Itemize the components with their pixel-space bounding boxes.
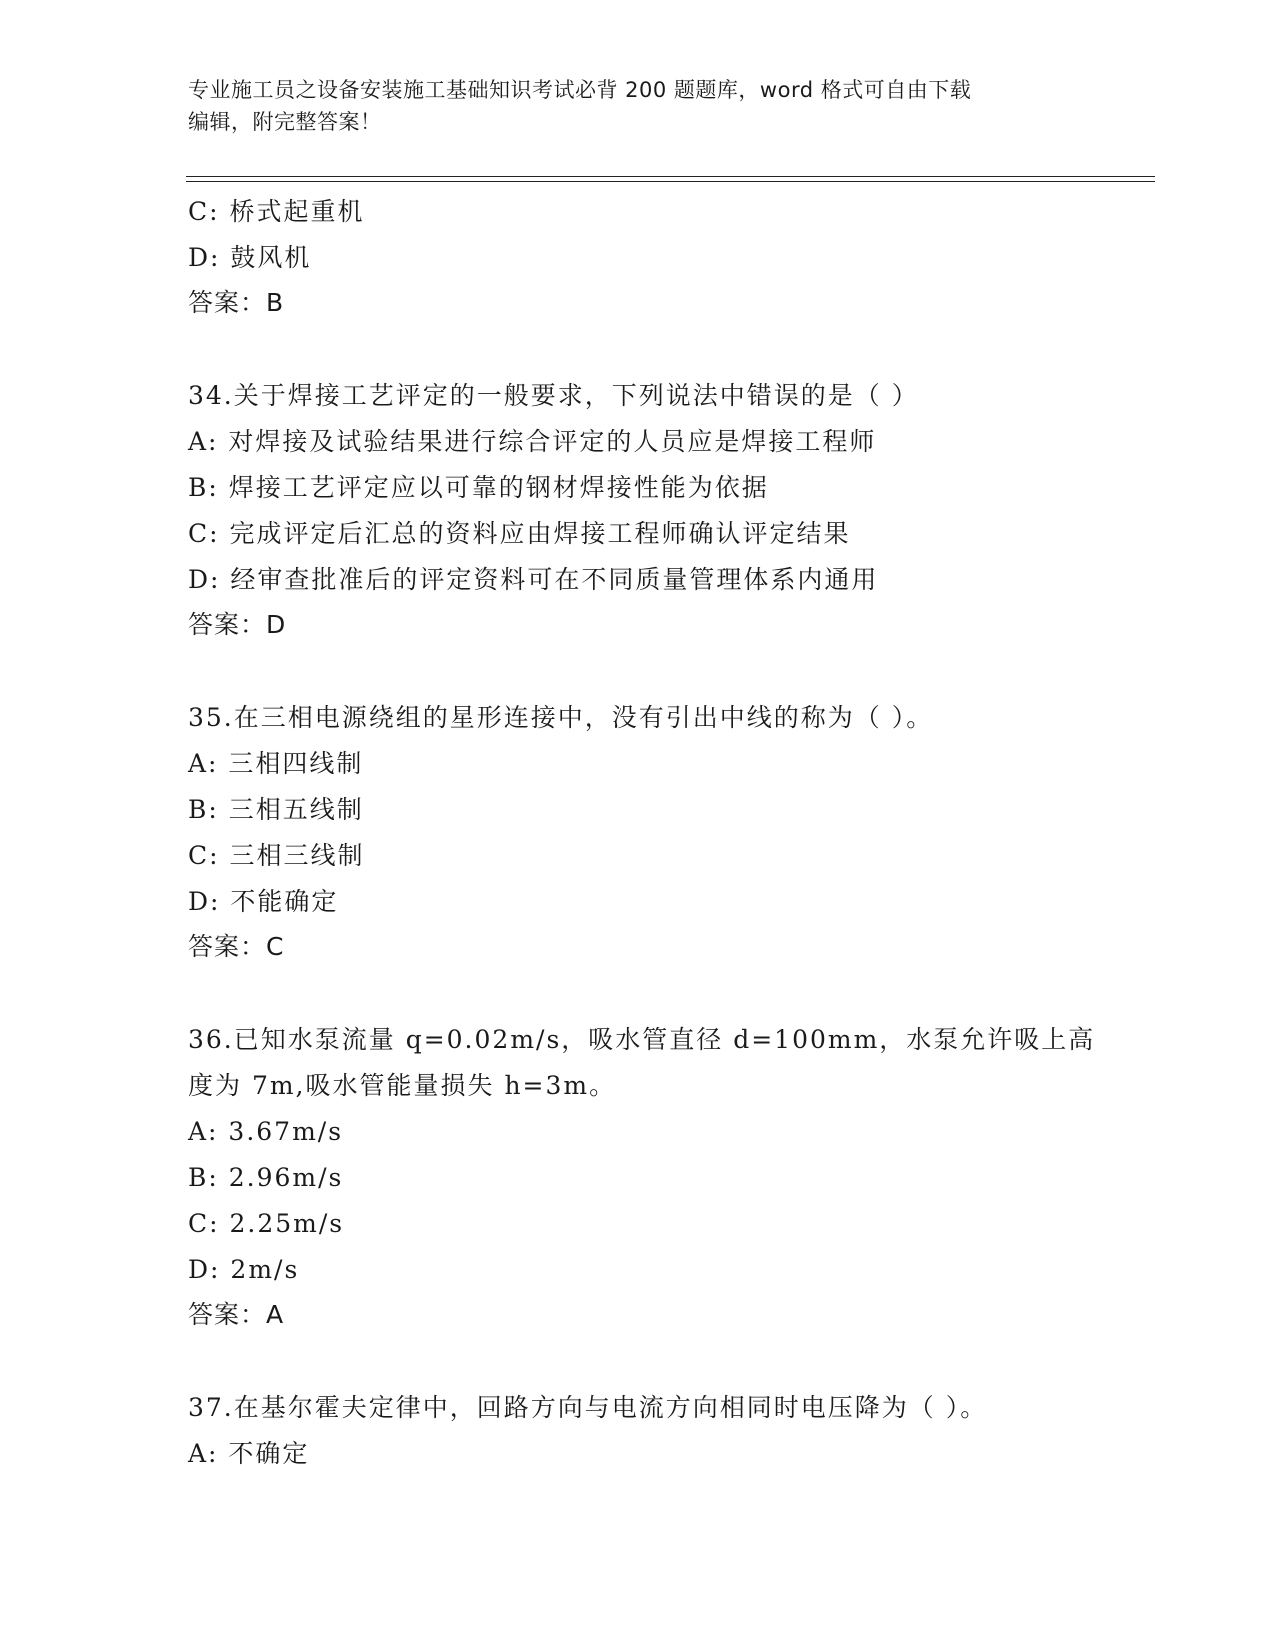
option-c: C: 三相三线制 <box>188 841 365 870</box>
question-36 <box>188 1017 1108 1337</box>
answer: 答案：D <box>188 610 287 639</box>
option-b: B: 三相五线制 <box>188 795 364 824</box>
option-c: C: 完成评定后汇总的资料应由焊接工程师确认评定结果 <box>188 519 851 548</box>
question-stem: 37.在基尔霍夫定律中，回路方向与电流方向相同时电压降为（ ）。 <box>188 1393 988 1422</box>
spacer <box>188 1337 1108 1385</box>
header-rule-bottom <box>186 181 1155 182</box>
header-line-1: 专业施工员之设备安装施工基础知识考试必背 200 题题库，word 格式可自由下载 <box>188 78 972 102</box>
option-b: B: 2.96m/s <box>188 1163 344 1192</box>
spacer <box>188 325 1108 373</box>
document-header <box>188 74 1088 138</box>
option-a: A: 不确定 <box>188 1439 310 1468</box>
question-35 <box>188 695 1108 969</box>
option-a: A: 三相四线制 <box>188 749 364 778</box>
question-37 <box>188 1385 1108 1477</box>
header-line-2: 编辑，附完整答案！ <box>188 110 382 134</box>
question-stem-line-1: 36.已知水泵流量 q=0.02m/s，吸水管直径 d=100mm，水泵允许吸上高 <box>188 1025 1096 1054</box>
answer: 答案：C <box>188 932 285 961</box>
option-a: A: 对焊接及试验结果进行综合评定的人员应是焊接工程师 <box>188 427 877 456</box>
option-d: D: 经审查批准后的评定资料可在不同质量管理体系内通用 <box>188 565 879 594</box>
option-d: D: 2m/s <box>188 1255 300 1284</box>
option-d: D: 不能确定 <box>188 887 339 916</box>
option-d: D: 鼓风机 <box>188 243 312 272</box>
question-stem: 35.在三相电源绕组的星形连接中，没有引出中线的称为（ ）。 <box>188 703 934 732</box>
question-list <box>188 189 1108 1477</box>
answer: 答案：B <box>188 288 285 317</box>
question-stem-line-2: 度为 7m,吸水管能量损失 h=3m。 <box>188 1071 617 1100</box>
spacer <box>188 969 1108 1017</box>
option-c: C: 2.25m/s <box>188 1209 345 1238</box>
header-rule-top <box>186 176 1155 177</box>
question-33 <box>188 189 1108 325</box>
question-34 <box>188 373 1108 647</box>
option-c: C: 桥式起重机 <box>188 197 365 226</box>
option-a: A: 3.67m/s <box>188 1117 344 1146</box>
question-stem: 34.关于焊接工艺评定的一般要求，下列说法中错误的是（ ） <box>188 381 919 410</box>
spacer <box>188 647 1108 695</box>
answer: 答案：A <box>188 1300 285 1329</box>
option-b: B: 焊接工艺评定应以可靠的钢材焊接性能为依据 <box>188 473 769 502</box>
